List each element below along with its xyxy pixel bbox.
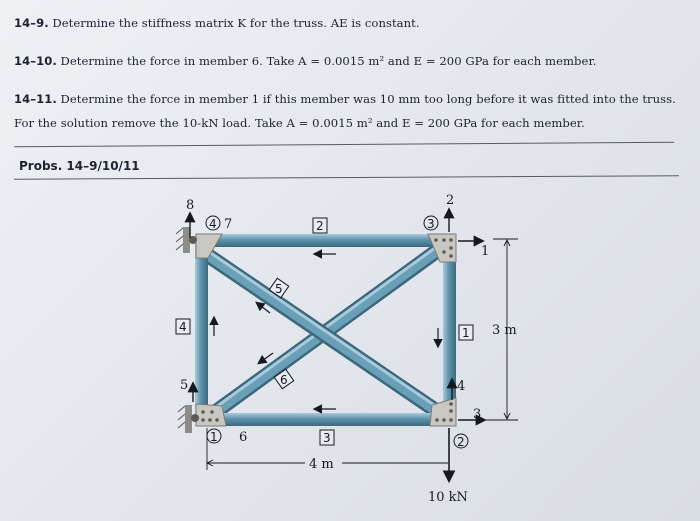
member-2-top [196, 234, 448, 247]
member-4-left [195, 240, 208, 420]
svg-text:3: 3 [427, 217, 435, 231]
dof-code-8: 8 [186, 198, 195, 213]
svg-text:3: 3 [323, 431, 331, 445]
member-label-3 [320, 430, 334, 445]
member-label-4 [176, 319, 190, 334]
problem-text: Determine the stiffness matrix K for the truss. AE is constant. [52, 16, 420, 30]
svg-text:4: 4 [209, 217, 217, 231]
load-label: 10 kN [428, 490, 468, 505]
problem-text: Determine the force in member 6. Take A = 0.0015 m² and E = 200 GPa for each member. [60, 54, 597, 68]
svg-text:5: 5 [275, 282, 283, 296]
figure-caption: Probs. 14–9/10/11 [19, 159, 140, 173]
height-label: 3 m [492, 323, 517, 338]
svg-text:2: 2 [457, 435, 465, 449]
node-label-4 [206, 216, 220, 231]
width-label: 4 m [309, 457, 334, 472]
node-label-2 [454, 434, 468, 449]
member-3-bottom [200, 413, 448, 426]
member-label-1 [459, 325, 473, 340]
dof-code-4: 4 [457, 379, 466, 394]
dof-code-3: 3 [473, 407, 482, 422]
dof-code-5: 5 [180, 378, 189, 393]
problem-number: 14–10. [14, 54, 57, 68]
svg-text:4: 4 [179, 320, 187, 334]
node-label-1 [207, 429, 221, 444]
problem-text: For the solution remove the 10-kN load. Take A = 0.0015 m² and E = 200 GPa for each member. [14, 116, 585, 130]
member-label-2 [313, 218, 327, 233]
dof-code-7: 7 [224, 217, 233, 232]
member-1-right [443, 240, 456, 420]
dof-code-6: 6 [239, 430, 248, 445]
problem-number: 14–9. [14, 16, 49, 30]
svg-text:6: 6 [280, 373, 288, 387]
problem-text: Determine the force in member 1 if this member was 10 mm too long before it was fitted into the truss. [60, 92, 676, 106]
gusset-plate-node-1 [196, 404, 226, 426]
svg-text:1: 1 [210, 430, 218, 444]
node-label-3 [424, 216, 438, 231]
problem-number: 14–11. [14, 92, 57, 106]
svg-text:2: 2 [316, 219, 324, 233]
pin-support-node-4 [176, 227, 197, 253]
svg-text:1: 1 [462, 326, 470, 340]
dof-code-1: 1 [481, 244, 490, 259]
dof-code-2: 2 [446, 193, 455, 208]
